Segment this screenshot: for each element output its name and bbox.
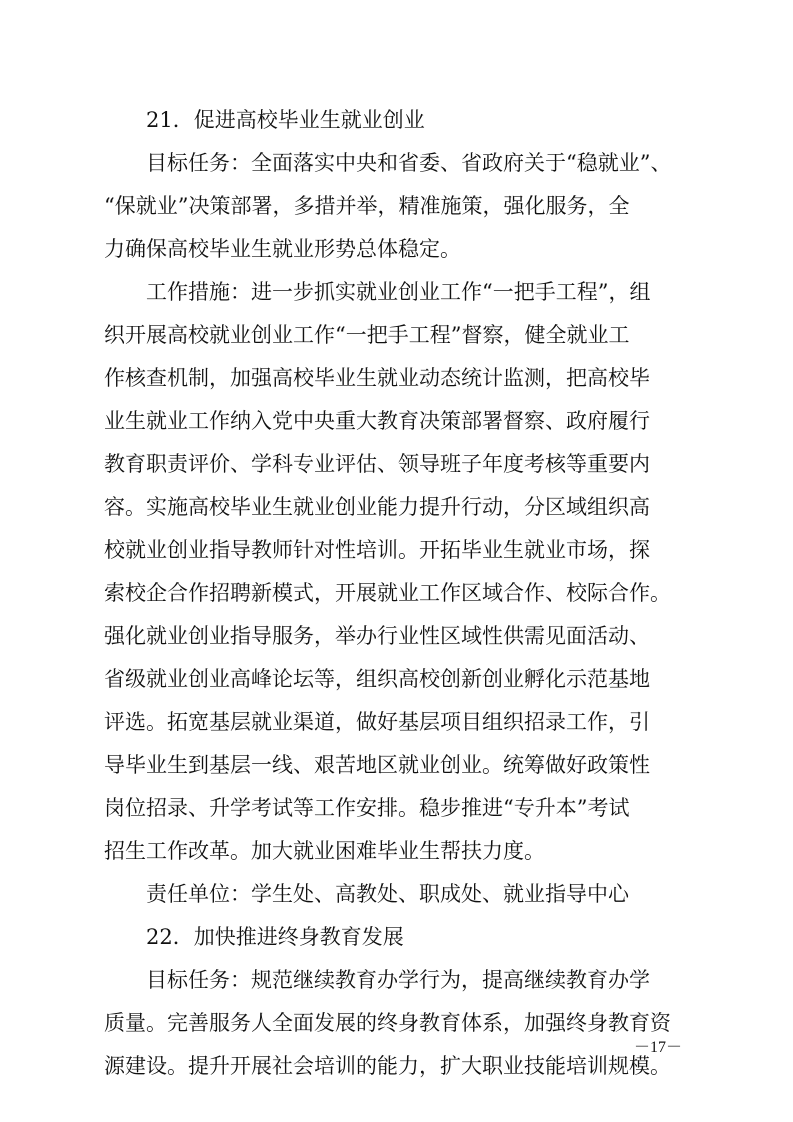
paragraph-line: 质量。完善服务人全面发展的终身教育体系，加强终身教育资 bbox=[104, 1011, 671, 1035]
paragraph-line: 力确保高校毕业生就业形势总体稳定。 bbox=[104, 237, 461, 261]
paragraph-line: 工作措施：进一步抓实就业创业工作“一把手工程”，组 bbox=[146, 280, 651, 304]
paragraph-line: 岗位招录、升学考试等工作安排。稳步推进“专升本”考试 bbox=[104, 796, 630, 820]
paragraph-line: 评选。拓宽基层就业渠道，做好基层项目组织招录工作，引 bbox=[104, 710, 650, 734]
paragraph-line: 教育职责评价、学科专业评估、领导班子年度考核等重要内 bbox=[104, 452, 650, 476]
paragraph-line: 容。实施高校毕业生就业创业能力提升行动，分区域组织高 bbox=[104, 495, 650, 519]
paragraph-line: 招生工作改革。加大就业困难毕业生帮扶力度。 bbox=[104, 839, 545, 863]
section-heading-22: 22．加快推进终身教育发展 bbox=[146, 925, 404, 949]
paragraph-line: 目标任务：规范继续教育办学行为，提高继续教育办学 bbox=[146, 968, 650, 992]
paragraph-line: “保就业”决策部署，多措并举，精准施策，强化服务，全 bbox=[104, 194, 630, 218]
paragraph-line: 业生就业工作纳入党中央重大教育决策部署督察、政府履行 bbox=[104, 409, 650, 433]
paragraph-line: 目标任务：全面落实中央和省委、省政府关于“稳就业”、 bbox=[146, 151, 672, 175]
paragraph-line: 强化就业创业指导服务，举办行业性区域性供需见面活动、 bbox=[104, 624, 650, 648]
paragraph-line: 导毕业生到基层一线、艰苦地区就业创业。统筹做好政策性 bbox=[104, 753, 650, 777]
paragraph-line: 校就业创业指导教师针对性培训。开拓毕业生就业市场，探 bbox=[104, 538, 650, 562]
paragraph-line: 作核查机制，加强高校毕业生就业动态统计监测，把高校毕 bbox=[104, 366, 650, 390]
paragraph-line: 省级就业创业高峰论坛等，组织高校创新创业孵化示范基地 bbox=[104, 667, 650, 691]
paragraph-line: 索校企合作招聘新模式，开展就业工作区域合作、校际合作。 bbox=[104, 581, 671, 605]
section-heading-21: 21．促进高校毕业生就业创业 bbox=[146, 108, 425, 132]
paragraph-line: 织开展高校就业创业工作“一把手工程”督察，健全就业工 bbox=[104, 323, 630, 347]
responsible-units-line: 责任单位：学生处、高教处、职成处、就业指导中心 bbox=[146, 882, 629, 906]
paragraph-line: 源建设。提升开展社会培训的能力，扩大职业技能培训规模。 bbox=[104, 1054, 671, 1078]
page-number: －17－ bbox=[633, 1039, 682, 1056]
